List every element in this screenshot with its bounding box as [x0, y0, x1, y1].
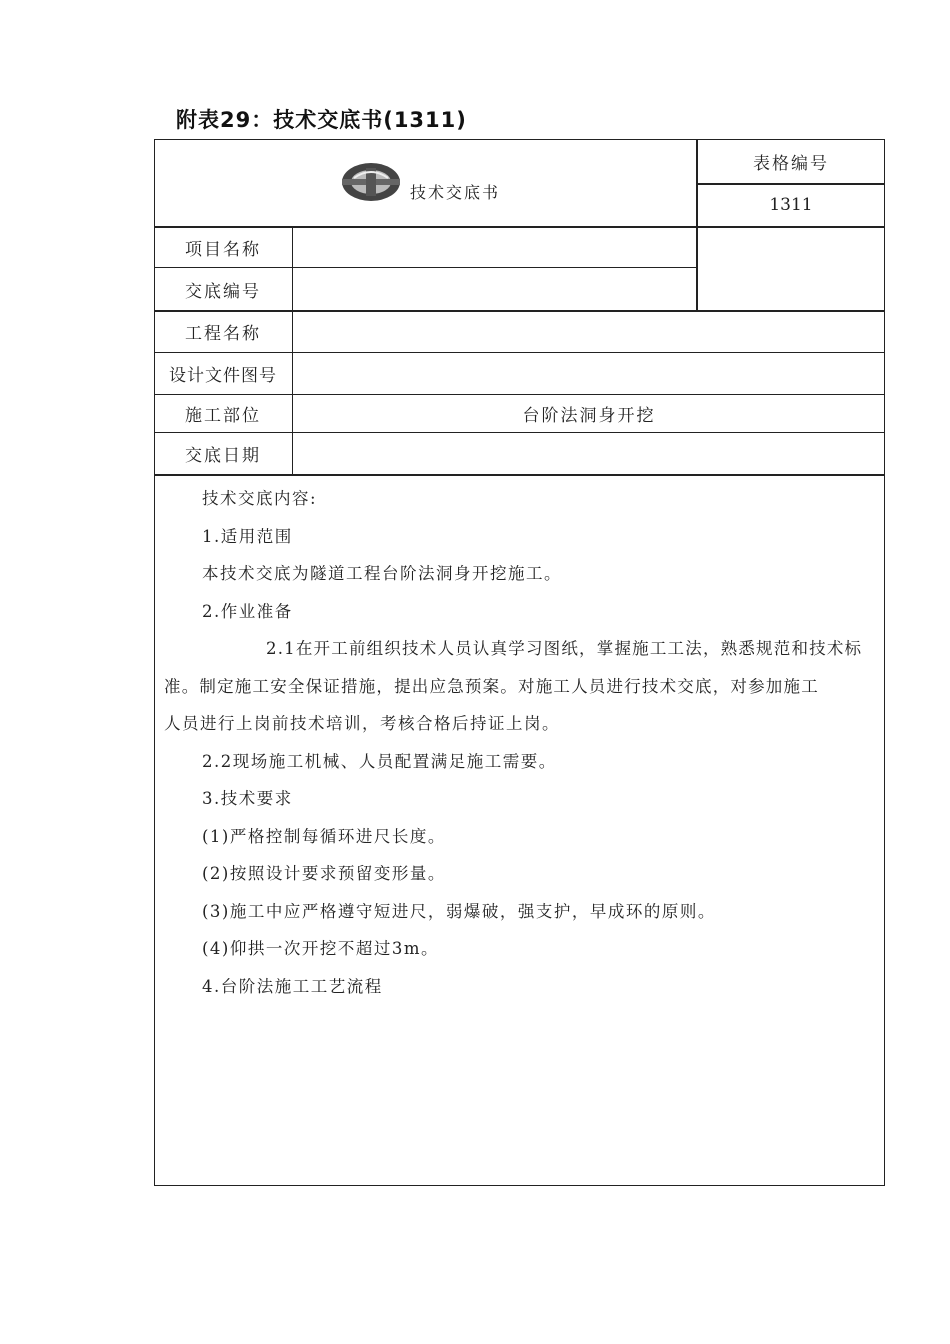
section-4-title: 4.台阶法施工工艺流程 [202, 976, 383, 996]
field-value-disclosure-no[interactable] [296, 268, 694, 310]
section-2-2: 2.2现场施工机械、人员配置满足施工需要。 [202, 751, 557, 771]
section-2-1-line-1: 2.1在开工前组织技术人员认真学习图纸，掌握施工工法，熟悉规范和技术标 [266, 639, 863, 658]
form-number-label: 表格编号 [753, 153, 829, 174]
field-label-engineering-name: 工程名称 [185, 324, 261, 344]
company-logo-icon [340, 160, 402, 204]
field-value-construction-part[interactable]: 台阶法洞身开挖 [522, 406, 656, 426]
requirement-item: (1)严格控制每循环进尺长度。 [202, 826, 446, 846]
requirement-item: (2)按照设计要求预留变形量。 [202, 864, 446, 883]
field-label-disclosure-no: 交底编号 [185, 281, 261, 302]
divider [292, 226, 293, 474]
requirement-item: (4)仰拱一次开挖不超过3m。 [202, 939, 440, 958]
field-value-project-name[interactable] [296, 227, 694, 267]
section-1-title: 1.适用范围 [202, 526, 293, 546]
form-name: 技术交底书 [410, 182, 501, 202]
section-3-title: 3.技术要求 [202, 789, 293, 808]
field-label-construction-part: 施工部位 [185, 406, 261, 426]
section-2-1-line-3: 人员进行上岗前技术培训，考核合格后持证上岗。 [164, 714, 560, 733]
field-value-disclosure-date[interactable] [296, 433, 882, 474]
section-2-title: 2.作业准备 [202, 601, 293, 621]
field-label-disclosure-date: 交底日期 [185, 446, 261, 466]
form-number-value: 1311 [769, 195, 813, 215]
divider [154, 474, 885, 476]
field-value-engineering-name[interactable] [296, 311, 882, 352]
document-title: 附表29：技术交底书(1311) [176, 108, 467, 132]
disclosure-content [164, 480, 878, 1005]
content-heading: 技术交底内容: [202, 489, 318, 508]
field-label-design-drawing-no: 设计文件图号 [169, 366, 277, 386]
section-2-1-line-2: 准。制定施工安全保证措施，提出应急预案。对施工人员进行技术交底，对参加施工 [164, 676, 819, 696]
field-value-design-drawing-no[interactable] [296, 353, 882, 394]
requirement-item: (3)施工中应严格遵守短进尺，弱爆破，强支护，早成环的原则。 [202, 901, 716, 921]
field-label-project-name: 项目名称 [185, 239, 261, 260]
section-1-text: 本技术交底为隧道工程台阶法洞身开挖施工。 [202, 564, 562, 583]
